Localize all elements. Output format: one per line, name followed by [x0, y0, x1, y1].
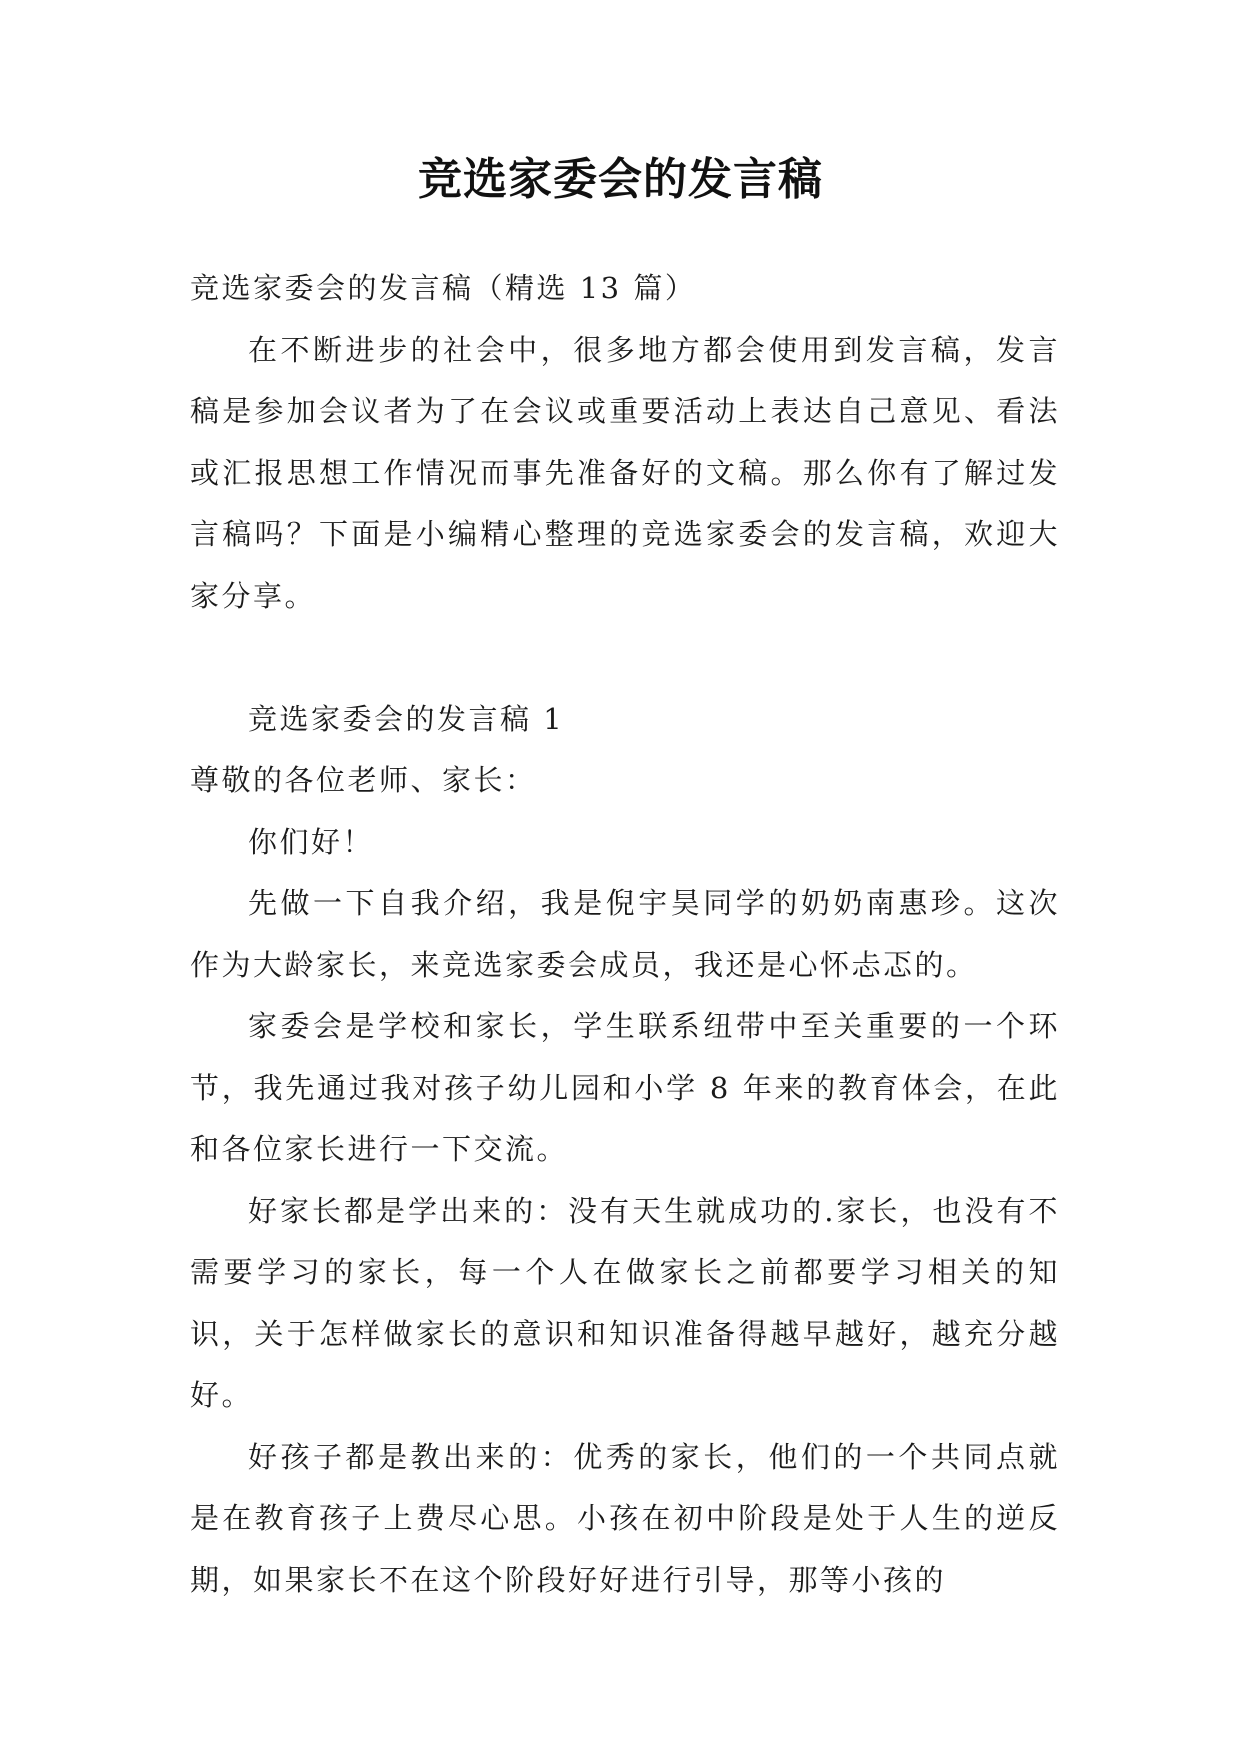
body-paragraph: 好家长都是学出来的：没有天生就成功的.家长，也没有不需要学习的家长，每一个人在做家长之前都要学习相关的知识，关于怎样做家长的意识和知识准备得越早越好，越充分越好。 — [190, 1193, 1060, 1412]
paragraph-spacer — [190, 627, 1060, 689]
body-paragraph: 好孩子都是教出来的：优秀的家长，他们的一个共同点就是在教育孩子上费尽心思。小孩在初中阶段是处于人生的逆反期，如果家长不在这个阶段好好进行引导，那等小孩的 — [190, 1439, 1060, 1597]
body-paragraph: 家委会是学校和家长，学生联系纽带中至关重要的一个环节，我先通过我对孩子幼儿园和小学 8 年来的教育体会，在此和各位家长进行一下交流。 — [190, 1009, 1060, 1166]
salutation: 尊敬的各位老师、家长： — [190, 763, 537, 797]
body-paragraph: 先做一下自我介绍，我是倪宇昊同学的奶奶南惠珍。这次作为大龄家长，来竞选家委会成员，我还是心怀忐忑的。 — [190, 886, 1060, 982]
document-subtitle: 竞选家委会的发言稿（精选 13 篇） — [190, 271, 697, 305]
section-heading: 竞选家委会的发言稿 1 — [248, 701, 565, 736]
document-body — [190, 258, 1060, 1611]
document-title: 竞选家委会的发言稿 — [418, 154, 823, 205]
intro-paragraph: 在不断进步的社会中，很多地方都会使用到发言稿，发言稿是参加会议者为了在会议或重要活动上表达自己意见、看法或汇报思想工作情况而事先准备好的文稿。那么你有了解过发言稿吗？下面是小编精心整理的竞选家委会的发言稿，欢迎大家分享。 — [190, 332, 1060, 613]
greeting: 你们好！ — [248, 824, 375, 859]
